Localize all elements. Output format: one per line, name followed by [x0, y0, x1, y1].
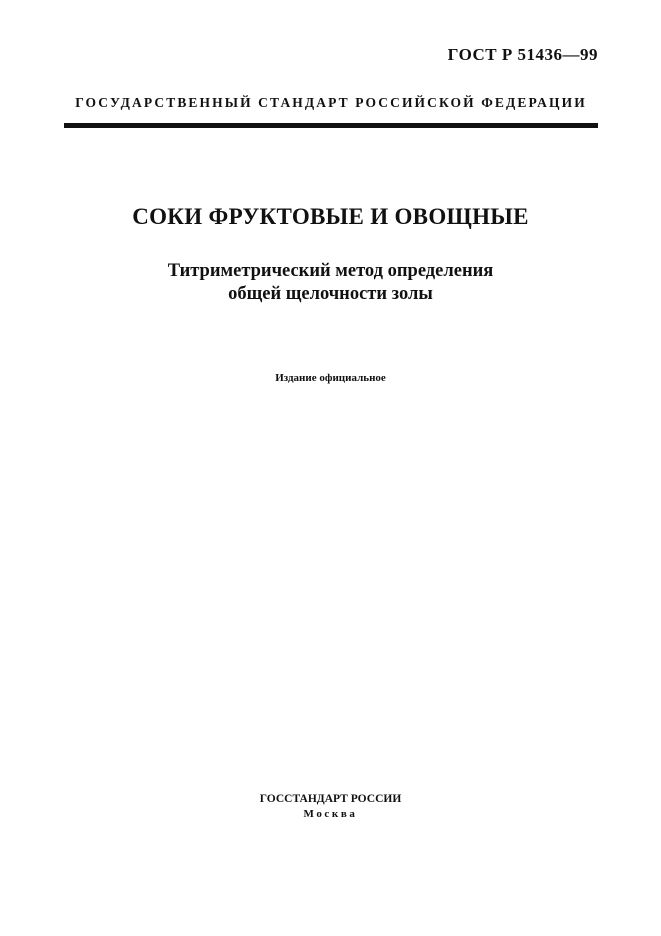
publisher-name: ГОССТАНДАРТ РОССИИ [259, 793, 402, 805]
subtitle-line: Титриметрический метод определения [167, 261, 494, 281]
edition-label: Издание официальное [275, 372, 386, 384]
document-number: ГОСТ Р 51436—99 [447, 45, 598, 64]
document-title: СОКИ ФРУКТОВЫЕ И ОВОЩНЫЕ [132, 204, 529, 229]
publisher-city: Москва [303, 808, 358, 820]
standard-header: ГОСУДАРСТВЕННЫЙ СТАНДАРТ РОССИЙСКОЙ ФЕДЕРАЦИИ [75, 95, 587, 110]
subtitle-line: общей щелочности золы [228, 284, 433, 304]
header-rule [64, 123, 598, 128]
document-subtitle [0, 260, 661, 306]
